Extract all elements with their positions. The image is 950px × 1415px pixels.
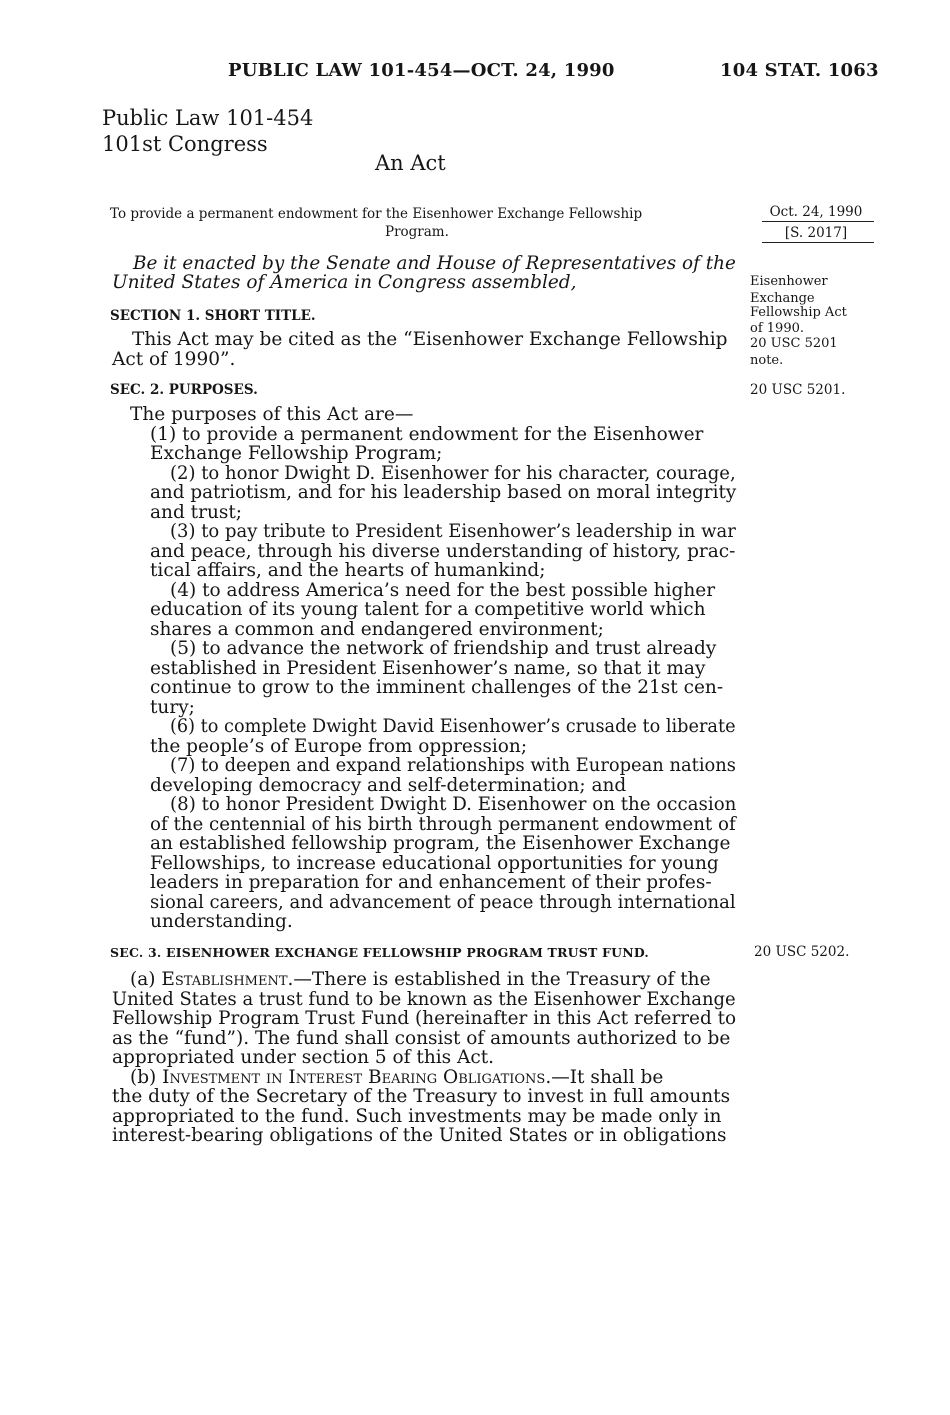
purpose-6-line-2: the people’s of Europe from oppression;	[150, 736, 528, 757]
purpose-2-line-3: and trust;	[150, 502, 243, 523]
subsection-a-line-2: United States a trust fund to be known as the Eisenhower Exchange	[112, 989, 736, 1010]
section-3-heading: SEC. 3. EISENHOWER EXCHANGE FELLOWSHIP PROGRAM TRUST FUND.	[110, 945, 649, 960]
purpose-line-2: Program.	[385, 224, 449, 240]
subsection-a-line-1	[130, 970, 711, 990]
subsection-a-label: (a)	[130, 969, 162, 990]
sidenote-short-title-3: Fellowship Act	[750, 305, 847, 320]
purpose-3-line-2: and peace, through his diverse understanding of history, prac-	[150, 541, 736, 562]
purpose-4-line-3: shares a common and endangered environment;	[150, 619, 604, 640]
law-number: Public Law 101-454	[102, 106, 314, 130]
purpose-7-line-1: (7) to deepen and expand relationships with European nations	[170, 755, 736, 776]
subsection-b-line-2: the duty of the Secretary of the Treasury to invest in full amounts	[112, 1086, 731, 1107]
purpose-1-line-2: Exchange Fellowship Program;	[150, 443, 443, 464]
purpose-3-line-3: tical affairs, and the hearts of humankind;	[150, 560, 546, 581]
purpose-4-line-2: education of its young talent for a competitive world which	[150, 599, 706, 620]
section-1-line-2: Act of 1990”.	[112, 349, 236, 370]
purpose-line-1: To provide a permanent endowment for the Eisenhower Exchange Fellowship	[110, 206, 643, 222]
purpose-5-line-4: tury;	[150, 697, 195, 718]
purpose-8-line-2: of the centennial of his birth through permanent endowment of	[150, 814, 736, 835]
purpose-8-line-5: leaders in preparation for and enhancement of their profes-	[150, 872, 712, 893]
subsection-b-line-4: interest-bearing obligations of the United States or in obligations	[112, 1125, 727, 1146]
purpose-8-line-6: sional careers, and advancement of peace through international	[150, 892, 736, 913]
purpose-8-line-1: (8) to honor President Dwight D. Eisenhower on the occasion	[170, 794, 737, 815]
sidenote-usc-5202: 20 USC 5202.	[754, 944, 850, 960]
purpose-7-line-2: developing democracy and self-determination; and	[150, 775, 627, 796]
subsection-b-title: Investment in Interest Bearing Obligations	[162, 1067, 546, 1088]
congress-label: 101st Congress	[102, 132, 268, 156]
sidenote-note: note.	[750, 353, 784, 368]
subsection-a-title: Establishment	[161, 969, 288, 990]
sidenote-divider	[762, 221, 874, 222]
purpose-5-line-3: continue to grow to the imminent challenges of the 21st cen-	[150, 677, 724, 698]
purposes-intro: The purposes of this Act are—	[130, 404, 414, 425]
bill-number: [S. 2017]	[784, 225, 848, 241]
purpose-5-line-1: (5) to advance the network of friendship and trust already	[170, 638, 717, 659]
sidenote-divider-bottom	[762, 242, 874, 243]
subsection-a-line-4: as the “fund”). The fund shall consist of amounts authorized to be	[112, 1028, 731, 1049]
purpose-3-line-1: (3) to pay tribute to President Eisenhower’s leadership in war	[170, 521, 736, 542]
subsection-b-line-3: appropriated to the fund. Such investments may be made only in	[112, 1106, 722, 1127]
subsection-a-line-3: Fellowship Program Trust Fund (hereinafter in this Act referred to	[112, 1008, 737, 1029]
running-header-title: PUBLIC LAW 101-454—OCT. 24, 1990	[228, 60, 615, 81]
purpose-8-line-3: an established fellowship program, the Eisenhower Exchange	[150, 833, 731, 854]
purpose-5-line-2: established in President Eisenhower’s name, so that it may	[150, 658, 706, 679]
subsection-b-line-1	[130, 1068, 663, 1088]
sidenote-usc-5201-purposes: 20 USC 5201.	[750, 382, 846, 398]
enacting-clause-line-1: Be it enacted by the Senate and House of Representatives of the	[133, 253, 736, 274]
enacting-clause-line-2: United States of America in Congress assembled,	[112, 272, 577, 293]
subsection-a-line-5: appropriated under section 5 of this Act.	[112, 1047, 495, 1068]
purpose-2-line-2: and patriotism, and for his leadership based on moral integrity	[150, 482, 737, 503]
subsection-b-label: (b)	[130, 1067, 163, 1088]
section-2-heading: SEC. 2. PURPOSES.	[110, 382, 258, 398]
sidenote-usc-5201: 20 USC 5201	[750, 336, 838, 351]
subsection-a-text: .—There is established in the Treasury of the	[287, 969, 711, 990]
sidenote-short-title-4: of 1990.	[750, 321, 804, 336]
running-header-page: 104 STAT. 1063	[720, 60, 879, 81]
sidenote-short-title-1: Eisenhower	[750, 274, 828, 289]
enactment-date: Oct. 24, 1990	[769, 204, 863, 220]
section-1-heading: SECTION 1. SHORT TITLE.	[110, 308, 316, 324]
document-type: An Act	[375, 151, 446, 175]
purpose-4-line-1: (4) to address America’s need for the best possible higher	[170, 580, 716, 601]
purpose-1-line-1: (1) to provide a permanent endowment for the Eisenhower	[150, 424, 704, 445]
subsection-b-text: .—It shall be	[545, 1067, 664, 1088]
purpose-8-line-4: Fellowships, to increase educational opportunities for young	[150, 853, 719, 874]
purpose-8-line-7: understanding.	[150, 911, 293, 932]
sidenote-short-title-2: Exchange	[750, 291, 815, 306]
section-1-line-1: This Act may be cited as the “Eisenhower Exchange Fellowship	[132, 329, 728, 350]
purpose-2-line-1: (2) to honor Dwight D. Eisenhower for his character, courage,	[170, 463, 736, 484]
purpose-6-line-1: (6) to complete Dwight David Eisenhower’s crusade to liberate	[170, 716, 736, 737]
